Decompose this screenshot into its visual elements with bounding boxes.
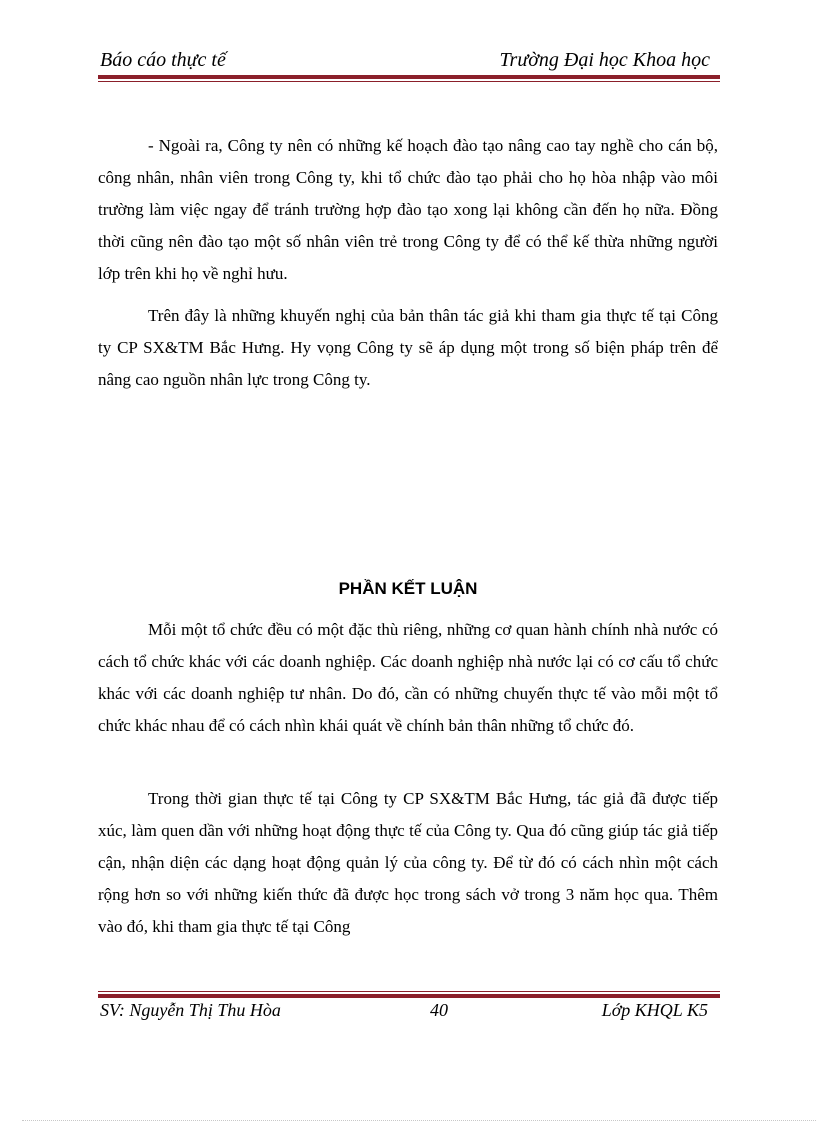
section-heading-conclusion: PHẦN KẾT LUẬN: [338, 579, 478, 598]
footer-student-name: SV: Nguyễn Thị Thu Hòa: [100, 1000, 281, 1020]
paragraph-conclusion-internship: Trong thời gian thực tế tại Công ty CP SX&TM Bắc Hưng, tác giả đã được tiếp xúc, làm quen dần với những hoạt động thực tế của Công ty. Qua đó cũng giúp tác giả tiếp cận, nhận diện các dạng hoạt động quản lý của công ty. Để từ đó có cách nhìn một cách rộng hơn so với những kiến thức đã được học trong sách vở trong 3 năm học qua. Thêm vào đó, khi tham gia thực tế tại Công: [98, 789, 718, 936]
page-header: [98, 48, 718, 72]
page-footer: [98, 998, 718, 1022]
paragraph-conclusion-organizations: Mỗi một tổ chức đều có một đặc thù riêng, những cơ quan hành chính nhà nước có cách tổ chức khác với các doanh nghiệp. Các doanh nghiệp nhà nước lại có cơ cấu tổ chức khác với các doanh nghiệp tư nhân. Do đó, cần có những chuyến thực tế vào mỗi một tổ chức khác nhau để có cách nhìn khái quát về chính bản thân những tổ chức đó.: [98, 620, 718, 735]
footer-rule-thin: [98, 991, 720, 992]
footer-page-number: 40: [430, 1000, 448, 1020]
paragraph-training-recommendation: - Ngoài ra, Công ty nên có những kế hoạch đào tạo nâng cao tay nghề cho cán bộ, công nhân, nhân viên trong Công ty, khi tổ chức đào tạo phải cho họ hòa nhập vào môi trường làm việc ngay để tránh trường hợp đào tạo xong lại không cần đến họ nữa. Đồng thời cũng nên đào tạo một số nhân viên trẻ trong Công ty để có thể kế thừa những người lớp trên khi họ về nghỉ hưu.: [98, 136, 718, 283]
header-rule-thick: [98, 75, 720, 79]
page-bottom-edge: [22, 1120, 816, 1121]
header-university-name: Trường Đại học Khoa học: [499, 49, 710, 71]
header-report-title: Báo cáo thực tế: [100, 49, 226, 71]
footer-class-name: Lớp KHQL K5: [601, 1000, 708, 1020]
header-rule-thin: [98, 81, 720, 82]
paragraph-closing-recommendations: Trên đây là những khuyến nghị của bản thân tác giả khi tham gia thực tế tại Công ty CP SX&TM Bắc Hưng. Hy vọng Công ty sẽ áp dụng một trong số biện pháp trên để nâng cao nguồn nhân lực trong Công ty.: [98, 306, 718, 389]
